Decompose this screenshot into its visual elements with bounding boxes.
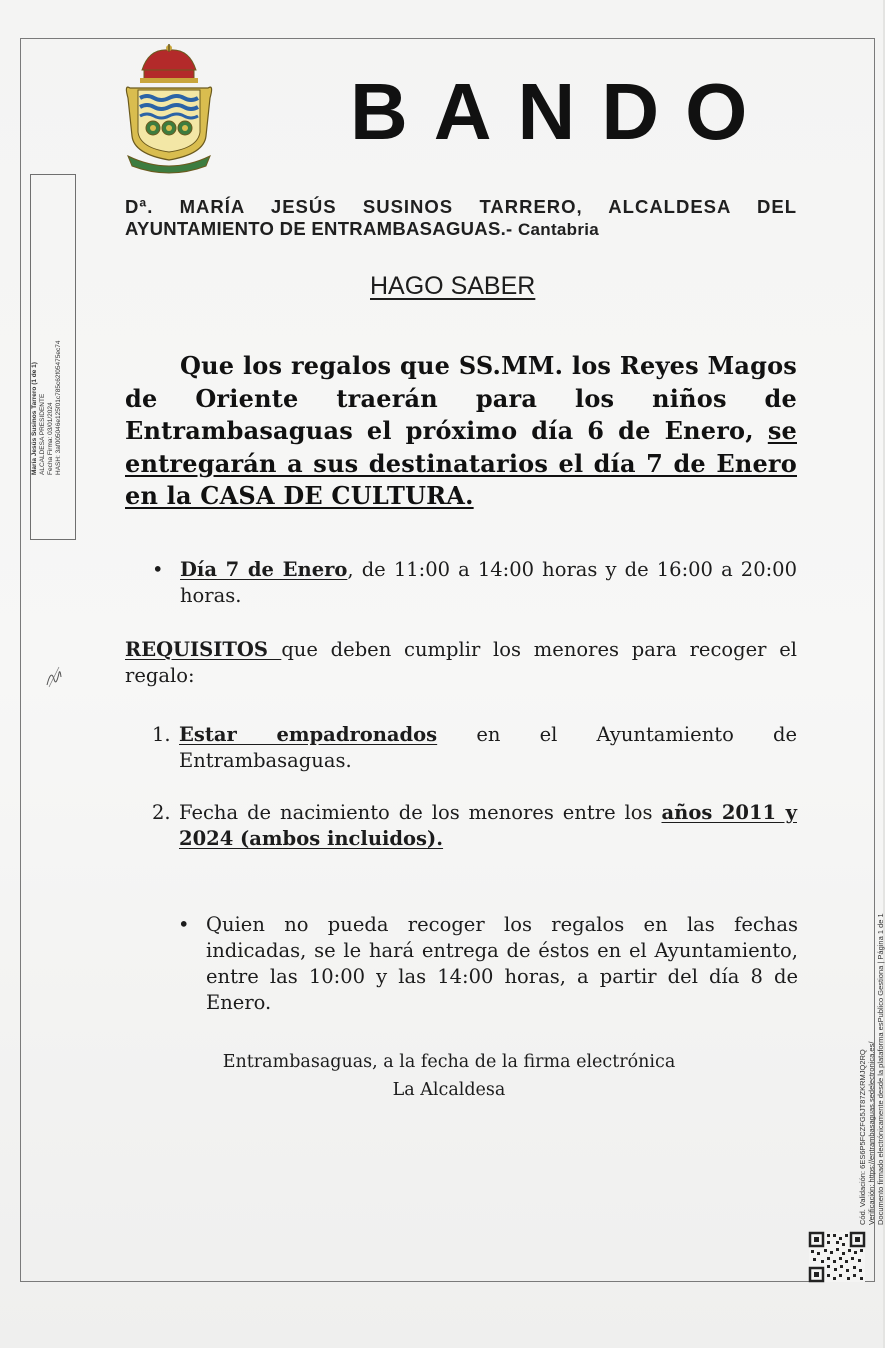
requirement-1-bold: Estar empadronados [179,723,438,746]
signature-hash: HASH: 3af005046e125f01c785c62f05475ec74 [55,340,62,475]
bullet-icon: • [178,913,190,936]
issuer-line-2 [125,218,797,241]
issuer-region: Cantabria [517,220,600,239]
closing-place-date: Entrambasaguas, a la fecha de la firma electrónica [222,1052,676,1072]
issuer-line-1: Dª. MARÍA JESÚS SUSINOS TARRERO, ALCALDESA DEL [125,196,797,217]
signature-box [30,174,76,540]
requirement-number: 1. [152,723,171,746]
requirement-2-bold: años 2011 y 2024 (ambos incluidos). [179,801,797,850]
schedule-day: Día 7 de Enero [180,558,348,581]
signature-box-text [31,175,63,475]
closing-block [125,1048,797,1104]
signature-date: Fecha Firma: 03/01/2024 [47,402,54,475]
hago-saber-heading: HAGO SABER [370,272,536,300]
validation-code: Cód. Validación: 6ES6P5FCZFG5JT87ZKRMJQ2RQ [858,1049,867,1225]
announcement-highlight: se entregarán a sus destinatarios el día 7 de Enero en la CASA DE CULTURA. [125,416,797,510]
requirement-1-text: en el Ayuntamiento de [476,723,798,746]
validation-url: Verificación: https://entrambasaguas.sedelectronica.es/ [867,1041,876,1225]
validation-text [858,913,885,1225]
pickup-note-bullet [178,912,798,1016]
requirement-2-text: Fecha de nacimiento de los menores entre los [179,801,662,824]
coat-of-arms-icon [124,44,214,174]
issuer-municipality: AYUNTAMIENTO DE ENTRAMBASAGUAS.- [125,218,513,239]
requirement-1-line2: Entrambasaguas. [179,749,352,772]
pickup-note: Quien no pueda recoger los regalos en las fechas indicadas, se le hará entrega de éstos en el Ayuntamiento, entre las 10:00 y las 14:00 horas, a partir del día 8 de Enero. [206,913,798,1014]
bullet-icon: • [152,558,164,581]
announcement-text: Que los regalos que SS.MM. los Reyes Magos de Oriente traerán para los niños de Entrambasaguas el próximo día 6 de Enero, [125,351,797,445]
requirement-1 [152,722,797,774]
qr-code-icon [809,1232,865,1282]
signer-name: María Jesús Susinos Tarrero (1 de 1) [31,362,38,475]
document-title: BANDO [350,67,774,156]
closing-signer: La Alcaldesa [392,1080,506,1100]
main-announcement [125,350,797,513]
signer-role: ALCALDESA PRESIDENTE [39,393,46,475]
requirement-number: 2. [152,801,171,824]
issuer-header [125,196,797,241]
requisitos-paragraph [125,637,797,689]
validation-note: Documento firmado electrónicamente desde la plataforma esPublico Gestiona | Página 1 de 1 [876,913,885,1225]
schedule-hours: , de 11:00 a 14:00 horas y de 16:00 a 20:00 horas. [180,558,797,607]
requisitos-text: que deben cumplir los menores para recoger el regalo: [125,638,797,687]
requirement-2 [152,800,797,852]
requisitos-heading: REQUISITOS [125,638,282,661]
schedule-bullet [152,557,797,609]
signature-icon [43,665,65,689]
